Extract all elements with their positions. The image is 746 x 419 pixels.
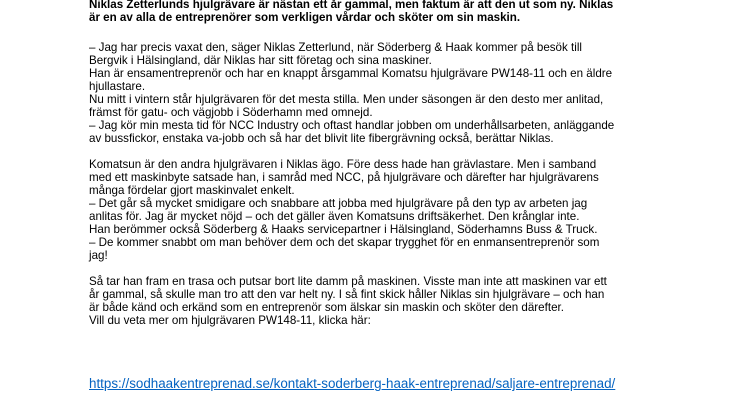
- paragraph-line: Nu mitt i vintern står hjulgrävaren för det mesta stilla. Men under säsongen är den desto mer anlitad,: [89, 93, 604, 106]
- paragraph-line: år gammal, så skulle man tro att den var helt ny. I så fint skick håller Niklas sin hjulgrävare – och han: [89, 288, 605, 301]
- paragraph-line: Han är ensamentreprenör och har en knappt årsgammal Komatsu hjulgrävare PW148-11 och en äldre: [89, 67, 613, 80]
- paragraph-line: anlitas för. Jag är mycket nöjd – och det gäller även Komatsuns driftsäkerhet. Den krånglar inte.: [89, 210, 580, 223]
- paragraph-line: – Det går så mycket smidigare och snabbare att jobba med hjulgrävare på den typ av arbeten jag: [89, 197, 588, 210]
- paragraph-line: – Jag kör min mesta tid för NCC Industry och oftast handlar jobben om underhållsarbeten, anläggande: [89, 119, 615, 132]
- lead-line: är en av alla de entreprenörer som verkligen vårdar och sköter om sin maskin.: [89, 11, 521, 24]
- contact-seller-link[interactable]: https://sodhaakentreprenad.se/kontakt-soderberg-haak-entreprenad/saljare-entreprenad/: [89, 376, 616, 391]
- paragraph-line: är både känd och erkänd som en entreprenör som älskar sin maskin och sköter den därefter.: [89, 301, 564, 314]
- paragraph-line: hjullastare.: [89, 80, 146, 93]
- paragraph-line: jag!: [89, 249, 108, 262]
- paragraph-line: Komatsun är den andra hjulgrävaren i Niklas ägo. Före dess hade han grävlastare. Men i samband: [89, 158, 597, 171]
- paragraph-line: – De kommer snabbt om man behöver dem och det skapar trygghet för en enmansentreprenör som: [89, 236, 600, 249]
- paragraph-line: med ett maskinbyte satsade han, i samråd med NCC, på hjulgrävare och därefter har hjulgrävarens: [89, 171, 599, 184]
- paragraph-line: Så tar han fram en trasa och putsar bort lite damm på maskinen. Visste man inte att maskinen var ett: [89, 275, 607, 288]
- paragraph-line: Bergvik i Hälsingland, där Niklas har sitt företag och sina maskiner.: [89, 54, 432, 67]
- paragraph-line: – Jag har precis vaxat den, säger Niklas Zetterlund, när Söderberg & Haak kommer på besök till: [89, 41, 582, 54]
- paragraph-line: många fördelar gjort maskinvalet enkelt.: [89, 184, 295, 197]
- paragraph-line: Han berömmer också Söderberg & Haaks servicepartner i Hälsingland, Söderhamns Buss & Truck.: [89, 223, 598, 236]
- lead-line: Niklas Zetterlunds hjulgrävare är nästan ett år gammal, men faktum är att den ut som ny. Niklas: [89, 0, 614, 11]
- paragraph-line: främst för gatu- och vägjobb i Söderhamn med omnejd.: [89, 106, 373, 119]
- paragraph-line: Vill du veta mer om hjulgrävaren PW148-11, klicka här:: [89, 314, 371, 327]
- paragraph-line: av bussfickor, enstaka va-jobb och så har det blivit lite fibergrävning också, berättar Niklas.: [89, 132, 554, 145]
